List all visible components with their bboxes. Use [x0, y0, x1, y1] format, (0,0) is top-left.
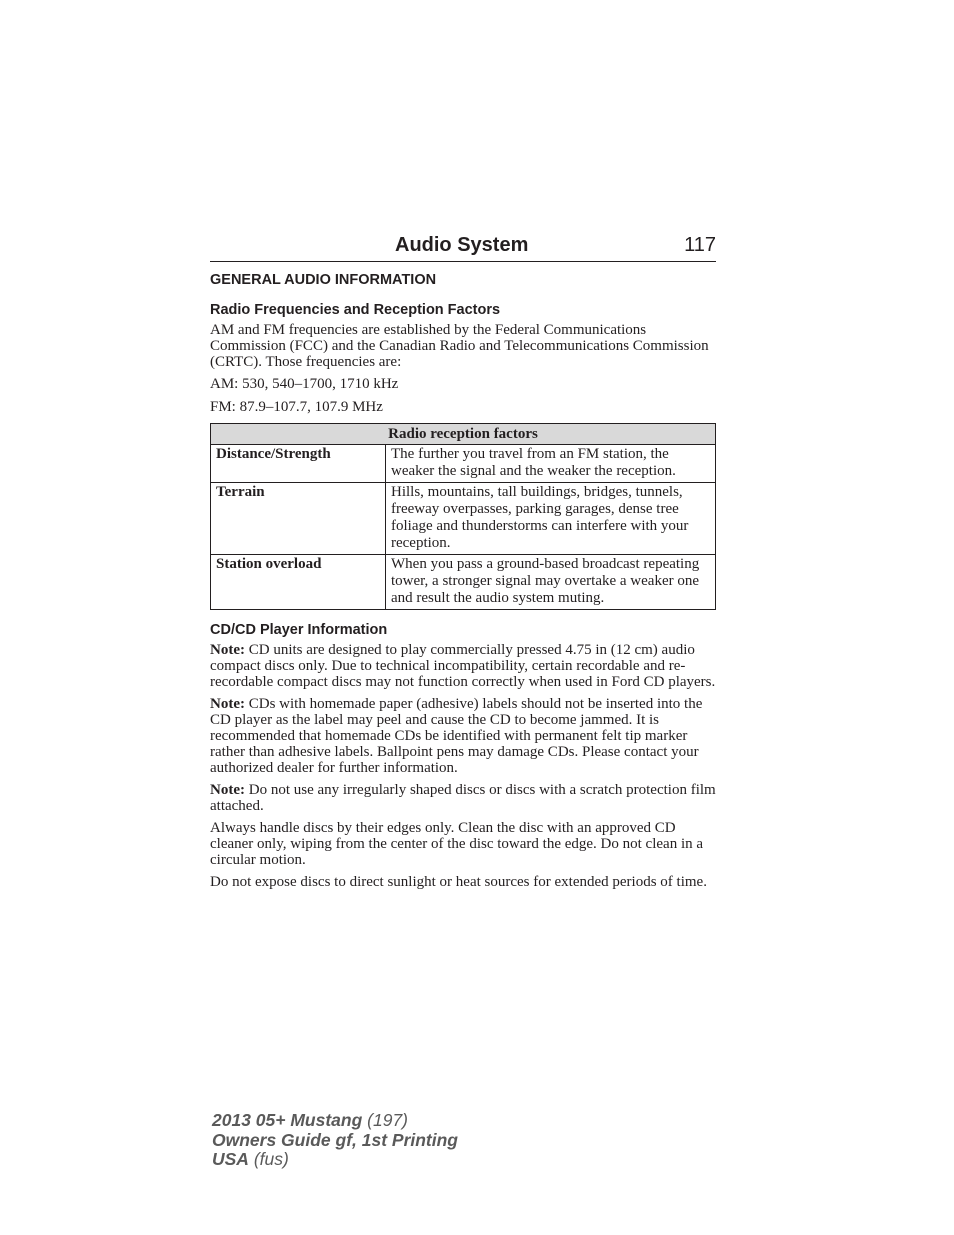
radio-reception-table	[210, 423, 716, 610]
page-header	[210, 226, 716, 262]
radio-intro: AM and FM frequencies are established by the Federal Communications Commission (FCC) and the Canadian Radio and Telecommunications Commission (CRTC). Those frequencies are:	[210, 322, 709, 370]
note-label: Note:	[210, 782, 245, 798]
radio-heading: Radio Frequencies and Reception Factors	[210, 302, 501, 318]
cd-note-1	[210, 642, 716, 690]
cd-note-2	[210, 696, 716, 776]
footer-line-1	[212, 1111, 458, 1131]
table-header-row	[211, 424, 716, 445]
factor-cell: Distance/Strength	[211, 445, 386, 483]
footer-code: (197)	[367, 1110, 409, 1130]
am-frequencies: AM: 530, 540–1700, 1710 kHz	[210, 376, 399, 392]
note-text: CD units are designed to play commercially pressed 4.75 in (12 cm) audio compact discs only. Due to technical incompatibility, certain recordable and re-recordable compact discs may not function correctly when used in Ford CD players.	[210, 642, 716, 690]
note-label: Note:	[210, 696, 245, 712]
cd-heading: CD/CD Player Information	[210, 622, 388, 638]
footer-model: 2013 05+ Mustang	[212, 1110, 363, 1130]
table-row	[211, 445, 716, 483]
section-heading: GENERAL AUDIO INFORMATION	[210, 272, 437, 288]
table-title: Radio reception factors	[211, 424, 716, 445]
factor-cell: Terrain	[211, 483, 386, 555]
note-text: CDs with homemade paper (adhesive) labels should not be inserted into the CD player as the label may peel and cause the CD to become jammed. It is recommended that homemade CDs be identified with permanent felt tip marker rather than adhesive labels. Ballpoint pens may damage CDs. Please contact your authorized dealer for further information.	[210, 696, 703, 776]
manual-page	[210, 226, 716, 890]
page-number: 117	[684, 234, 716, 256]
description-cell: The further you travel from an FM station, the weaker the signal and the weaker the reception.	[386, 445, 716, 483]
note-label: Note:	[210, 642, 245, 658]
cd-sunlight-paragraph: Do not expose discs to direct sunlight or heat sources for extended periods of time.	[210, 874, 707, 890]
note-text: Do not use any irregularly shaped discs or discs with a scratch protection film attached.	[210, 782, 716, 814]
table-row	[211, 555, 716, 610]
section-title: Audio System	[395, 234, 529, 256]
table-row	[211, 483, 716, 555]
footer-line-2	[212, 1131, 458, 1151]
description-cell: Hills, mountains, tall buildings, bridges, tunnels, freeway overpasses, parking garages, dense tree foliage and thunderstorms can interfere with your reception.	[386, 483, 716, 555]
cd-handling-paragraph: Always handle discs by their edges only. Clean the disc with an approved CD cleaner only, wiping from the center of the disc toward the edge. Do not clean in a circular motion.	[210, 820, 704, 868]
cd-note-3	[210, 782, 716, 814]
description-cell: When you pass a ground-based broadcast repeating tower, a stronger signal may overtake a weaker one and result the audio system muting.	[386, 555, 716, 610]
factor-cell: Station overload	[211, 555, 386, 610]
footer-market-code: (fus)	[253, 1149, 289, 1169]
footer-market: USA	[212, 1149, 249, 1169]
fm-frequencies: FM: 87.9–107.7, 107.9 MHz	[210, 399, 383, 415]
page-footer	[212, 1111, 458, 1170]
footer-guide: Owners Guide gf, 1st Printing	[212, 1129, 458, 1150]
footer-line-3	[212, 1150, 458, 1170]
